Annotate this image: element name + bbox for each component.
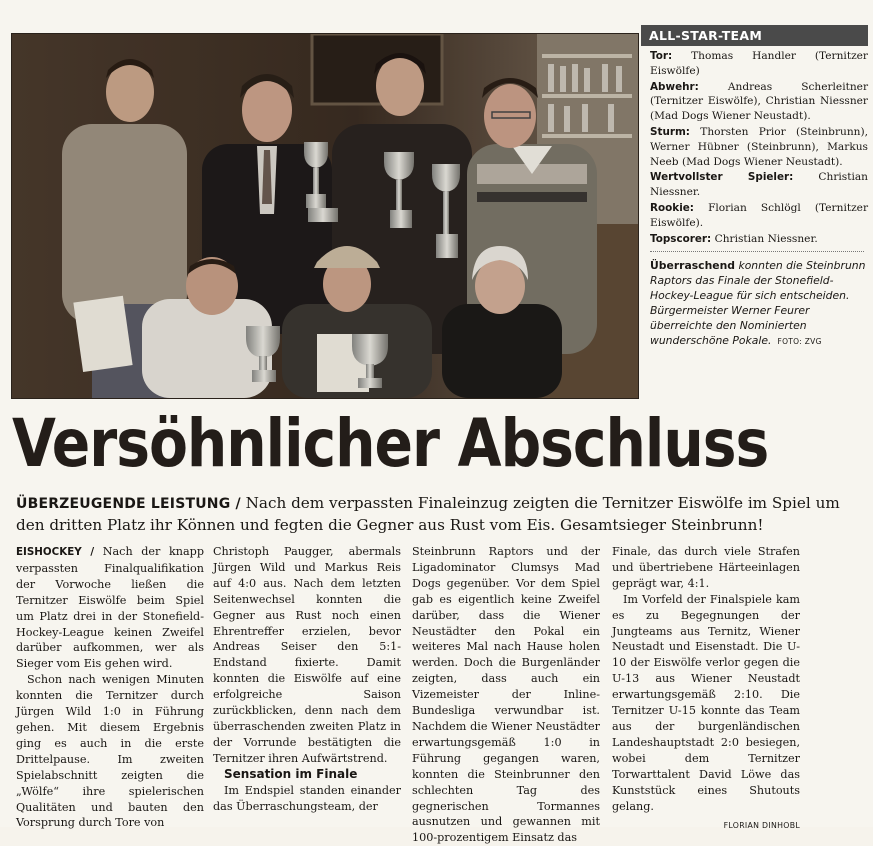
all-star-team-header: ALL-STAR-TEAM (641, 25, 868, 46)
list-item (641, 232, 868, 247)
article-column-3 (412, 544, 600, 846)
article-deck (16, 493, 861, 536)
position-label: Rookie: (650, 201, 694, 214)
paragraph: Christoph Paugger, abermals Jürgen Wild und Markus Reis auf 4:0 aus. Nach dem letzten Seitenwechsel konnten die Gegner aus Rust noch einen Ehrentreffer erzielen, bevor Andreas Seiser den 5:1-Endstand fixierte. Damit konnten die Eiswölfe auf eine erfolgreiche Saison zurückblicken, denn nach dem überraschenden zweiten Platz in der Vorrunde bestätigten die Ternitzer ihren Aufwärtstrend. (213, 545, 401, 765)
deck-lead: ÜBERZEUGENDE LEISTUNG / (16, 496, 241, 512)
deck-text: Nach dem verpassten Finaleinzug zeigten die Ternitzer Eiswölfe im Spiel um den dritten Platz ihr Können und fegten die Gegner aus Rust vom Eis. Gesamtsieger Steinbrunn! (16, 494, 840, 534)
position-label: Tor: (650, 50, 673, 62)
all-star-team-box (641, 25, 868, 395)
paragraph: Im Endspiel standen einander das Überraschungsteam, der (213, 783, 401, 813)
article-headline: Versöhnlicher Abschluss (12, 405, 769, 482)
paragraph: Finale, das durch viele Strafen und übertriebene Härteeinlagen geprägt war, 4:1. (612, 545, 800, 590)
paragraph: Schon nach wenigen Minuten konnten die Ternitzer durch Jürgen Wild 1:0 in Führung gehen. Mit diesem Ergebnis ging es auch in die erste Drittelpause. Im zweiten Spielabschnitt zeigten die „Wölfe“ ihre spielerischen Qualitäten und bauten den Vorsprung durch Tore von (16, 673, 204, 830)
section-kicker: EISHOCKEY / (16, 546, 95, 558)
position-label: Abwehr: (650, 80, 699, 93)
section-subhead: Sensation im Finale (224, 766, 358, 781)
article-column-2 (213, 544, 401, 814)
list-item (641, 170, 868, 200)
article-column-4 (612, 544, 800, 834)
article-body (16, 544, 808, 845)
position-players: Christian Niessner. (714, 232, 818, 245)
team-photo (11, 33, 639, 399)
team-photo-illustration (12, 34, 638, 398)
article-column-1 (16, 544, 204, 831)
author-byline: FLORIAN DINHOBL (723, 821, 800, 831)
divider (650, 251, 864, 252)
list-item (641, 125, 868, 169)
photo-caption (641, 258, 868, 349)
paragraph: Im Vorfeld der Finalspiele kam es zu Begegnungen der Jungteams aus Ternitz, Wiener Neustadt und Eisenstadt. Die U-10 der Eiswölfe verlor gegen die U-13 aus Wiener Neustadt erwartungsgemäß 2:10. Die Ternitzer U-15 konnte das Team aus der burgenländischen Landeshauptstadt 2:0 besiegen, wobei dem Ternitzer Torwarttalent David Löwe das Kunststück eines Shutouts gelang. (612, 592, 800, 813)
position-label: Sturm: (650, 125, 690, 138)
position-players: Thorsten Prior (Steinbrunn), Werner Hübner (Steinbrunn), Markus Neeb (Mad Dogs Wiener Neustadt). (650, 125, 868, 168)
position-players: Andreas Scherleitner (Ternitzer Eiswölfe), Christian Niessner (Mad Dogs Wiener Neustadt). (650, 80, 869, 123)
paragraph: Steinbrunn Raptors und der Ligadominator Clumsys Mad Dogs gegenüber. Vor dem Spiel gab es eigentlich keine Zweifel darüber, dass die Wiener Neustädter den Pokal ein weiteres Mal nach Hause holen werden. Doch die Burgenländer zeigten, dass auch ein Vizemeister der Inline-Bundesliga verwundbar ist. Nachdem die Wiener Neustädter erwartungsgemäß 1:0 in Führung gegangen waren, konnten die Steinbrunner den schlechten Tag des gegnerischen Tormannes ausnutzen und gewannen mit 100-prozentigem Einsatz das (412, 545, 600, 845)
position-label: Wertvollster Spieler: (650, 171, 794, 184)
list-item (641, 49, 868, 79)
all-star-team-list (641, 49, 868, 246)
position-players: Christian Niessner. (650, 171, 869, 199)
paragraph-text: Nach der knapp verpassten Finalqualifikation der Vorwoche ließen die Ternitzer Eiswölfe beim Spiel um Platz drei in der Stonefield-Hockey-League keinen Zweifel darüber aufkommen, wer als Sieger vom Eis gehen wird. (16, 545, 204, 671)
list-item (641, 201, 868, 231)
position-label: Topscorer: (650, 232, 712, 245)
position-players: Florian Schlögl (Ternitzer Eiswölfe). (650, 201, 869, 229)
list-item (641, 80, 868, 124)
paragraph (16, 544, 204, 672)
position-players: Thomas Handler (Ternitzer Eiswölfe) (650, 50, 868, 77)
caption-lead: Überraschend (650, 259, 736, 273)
caption-text: konnten die Steinbrunn Raptors das Finale der Stonefield-Hockey-League für sich entscheiden. Bürgermeister Werner Feurer überreichte den Nominierten wunderschöne Pokale. (650, 259, 866, 348)
photo-credit: FOTO: ZVG (777, 337, 822, 347)
